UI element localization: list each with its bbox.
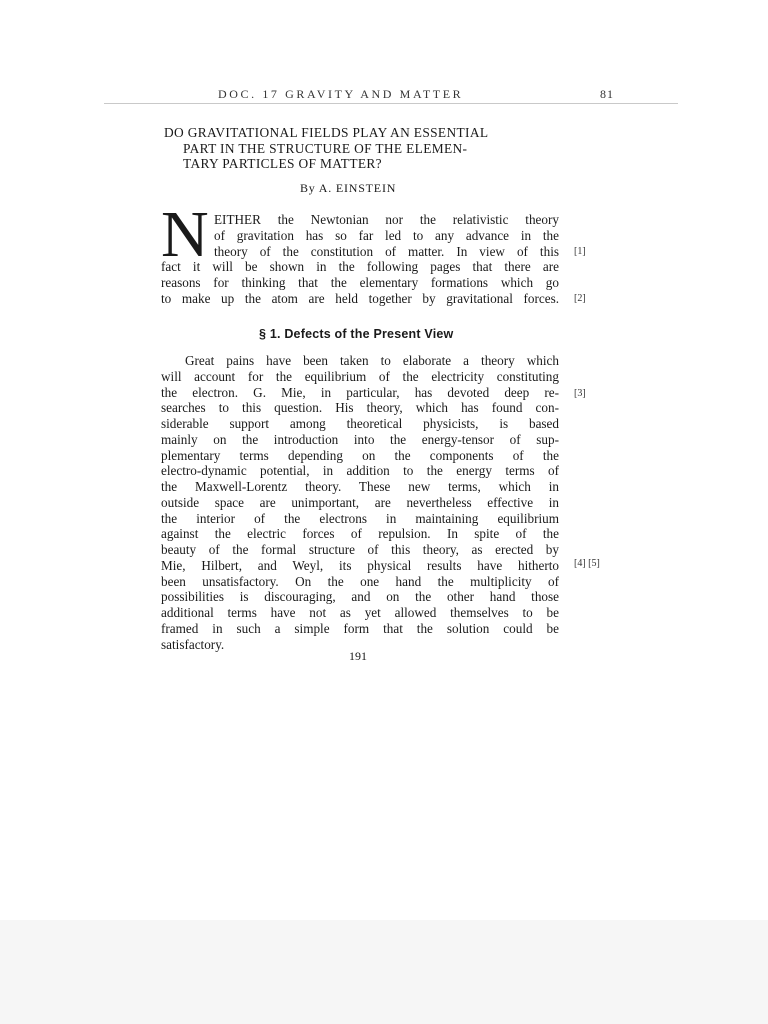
running-header-page-number: 81 [600,87,614,101]
paragraph-1-line: reasons for thinking that the elementary formations which go [161,275,559,290]
byline [300,181,396,196]
paragraph-2-line: framed in such a simple form that the solution could be [161,620,559,636]
paragraph-2-line: against the electric forces of repulsion. In spite of the [161,526,559,542]
paragraph-2-line: plementary terms depending on the components of the [161,447,559,463]
paragraph-2-line: siderable support among theoretical physicists, is based [161,416,559,431]
header-rule [104,103,678,104]
paragraph-2-line: additional terms have not as yet allowed themselves to be [161,605,559,620]
article-title [164,125,584,172]
margin-note-3: [3] [574,388,586,399]
paragraph-2 [161,353,559,652]
page-bottom-shade [0,920,768,1024]
paragraph-2-line: will account for the equilibrium of the electricity constituting [161,368,559,384]
paragraph-2-line: outside space are unimportant, are nevertheless effective in [161,494,559,510]
title-line-3: TARY PARTICLES OF MATTER? [183,156,382,171]
paragraph-2-line: the electron. G. Mie, in particular, has devoted deep re- [161,384,559,400]
running-header [160,84,678,104]
paragraph-2-line: electro-dynamic potential, in addition to the energy terms of [161,463,559,479]
paragraph-2-line: the Maxwell-Lorentz theory. These new terms, which in [161,479,559,494]
margin-note-1: [1] [574,246,586,257]
paragraph-2-line: Great pains have been taken to elaborate a theory which [185,353,559,368]
paragraph-2-line: Mie, Hilbert, and Weyl, its physical results have hitherto [161,557,559,573]
paragraph-2-line: possibilities is discouraging, and on the other hand those [161,589,559,605]
margin-note-2: [2] [574,293,586,304]
paragraph-1-line: EITHER the Newtonian nor the relativistic theory [214,212,559,227]
margin-note-4-5: [4] [5] [574,558,600,569]
paragraph-2-line: been unsatisfactory. On the one hand the multiplicity of [161,573,559,589]
section-heading: § 1. Defects of the Present View [259,327,454,341]
paragraph-1-line: to make up the atom are held together by gravitational forces. [161,290,559,306]
title-line-2: PART IN THE STRUCTURE OF THE ELEMEN- [183,140,468,156]
paragraph-2-line: satisfactory. [161,636,225,652]
paragraph-2-line: searches to this question. His theory, which has found con- [161,400,559,416]
paragraph-1-line: fact it will be shown in the following pages that there are [161,259,559,275]
paragraph-1-line: theory of the constitution of matter. In view of this [214,243,559,259]
page-number: 191 [349,649,367,663]
running-header-title: DOC. 17 GRAVITY AND MATTER [218,87,464,101]
paragraph-2-line: the interior of the electrons in maintaining equilibrium [161,510,559,526]
paragraph-2-line: mainly on the introduction into the energy-tensor of sup- [161,431,559,447]
paragraph-2-line: beauty of the formal structure of this theory, as erected by [161,542,559,557]
paragraph-1-line: of gravitation has so far led to any advance in the [214,227,559,243]
drop-cap: N [161,198,209,271]
byline-prefix: By [300,181,316,195]
title-line-1: DO GRAVITATIONAL FIELDS PLAY AN ESSENTIAL [164,125,489,140]
paragraph-1 [161,212,559,307]
byline-author: A. EINSTEIN [318,181,397,195]
